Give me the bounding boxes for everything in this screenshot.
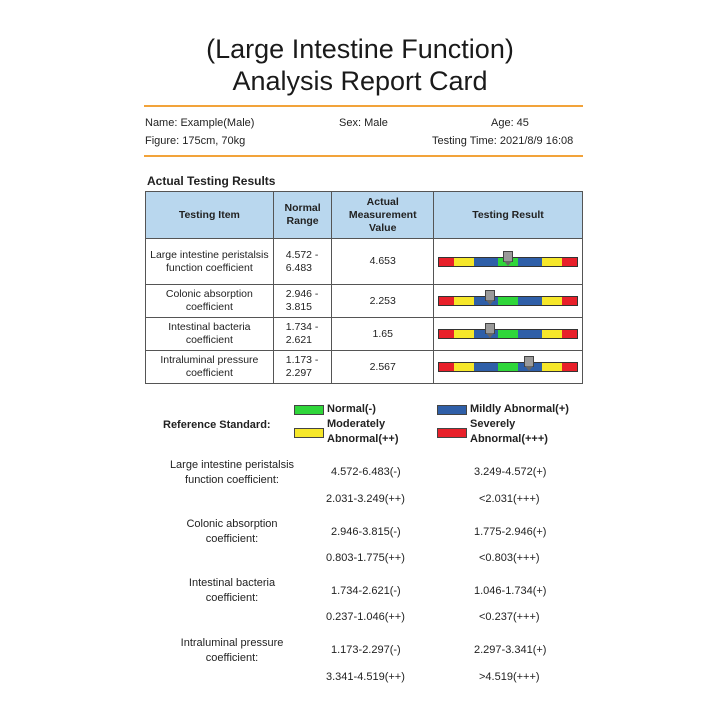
table-row — [146, 239, 583, 285]
patient-name: Name: Example(Male) — [145, 117, 255, 129]
bar-segment — [562, 258, 577, 266]
reference-item — [147, 517, 317, 547]
header-testing-item: Testing Item — [146, 192, 274, 239]
normal-range: 2.946 - 3.815 — [273, 285, 332, 318]
result-bar — [438, 257, 578, 267]
test-item: Intestinal bacteria coefficient — [146, 318, 274, 351]
legend-mild: Mildly Abnormal(+) — [470, 403, 569, 415]
divider-bottom — [144, 155, 583, 157]
bar-segment — [542, 258, 563, 266]
patient-age: Age: 45 — [491, 117, 529, 129]
reference-severe: <0.237(+++) — [479, 611, 540, 623]
moderate-swatch — [294, 428, 324, 438]
result-bar — [438, 362, 578, 372]
test-item: Colonic absorption coefficient — [146, 285, 274, 318]
bar-segment — [454, 330, 475, 338]
reference-standard-label: Reference Standard: — [163, 419, 271, 431]
test-item: Large intestine peristalsis function coefficient — [146, 239, 274, 285]
patient-figure: Figure: 175cm, 70kg — [145, 135, 246, 147]
result-marker-icon — [503, 251, 513, 262]
reference-mild: 2.297-3.341(+) — [474, 644, 547, 656]
bar-segment — [454, 363, 475, 371]
bar-segment — [542, 363, 563, 371]
result-cell — [433, 239, 582, 285]
testing-time: Testing Time: 2021/8/9 16:08 — [432, 135, 574, 147]
bar-segment — [454, 258, 475, 266]
reference-item-line2: coefficient: — [205, 592, 259, 604]
bar-segment — [498, 297, 519, 305]
result-cell — [433, 285, 582, 318]
bar-segment — [518, 330, 541, 338]
reference-moderate: 0.803-1.775(++) — [326, 552, 405, 564]
reference-item-line2: coefficient: — [205, 652, 259, 664]
severe-swatch — [437, 428, 467, 438]
test-item: Intraluminal pressure coefficient — [146, 351, 274, 384]
actual-value: 2.567 — [332, 351, 434, 384]
bar-segment — [454, 297, 475, 305]
bar-segment — [562, 363, 577, 371]
reference-mild: 3.249-4.572(+) — [474, 466, 547, 478]
reference-item — [147, 458, 317, 488]
reference-item-line2: function coefficient: — [185, 474, 279, 486]
bar-segment — [542, 330, 563, 338]
reference-mild: 1.775-2.946(+) — [474, 526, 547, 538]
legend-moderate-line1: Moderately — [327, 418, 386, 430]
reference-item — [147, 636, 317, 666]
table-row — [146, 318, 583, 351]
results-table — [145, 191, 583, 384]
header-normal-range: Normal Range — [273, 192, 332, 239]
reference-severe: <0.803(+++) — [479, 552, 540, 564]
mild-swatch — [437, 405, 467, 415]
reference-mild: 1.046-1.734(+) — [474, 585, 547, 597]
reference-item-line1: Intraluminal pressure — [180, 637, 284, 649]
bar-segment — [474, 258, 497, 266]
result-cell — [433, 318, 582, 351]
header-actual-value: Actual Measurement Value — [332, 192, 434, 239]
normal-range: 1.173 - 2.297 — [273, 351, 332, 384]
results-header-row — [146, 192, 583, 239]
bar-segment — [474, 363, 497, 371]
reference-item — [147, 576, 317, 606]
reference-normal: 4.572-6.483(-) — [331, 466, 401, 478]
result-bar — [438, 329, 578, 339]
normal-range: 1.734 - 2.621 — [273, 318, 332, 351]
normal-range: 4.572 - 6.483 — [273, 239, 332, 285]
result-bar — [438, 296, 578, 306]
bar-segment — [542, 297, 563, 305]
legend-moderate-line2: Abnormal(++) — [327, 433, 399, 445]
divider-top — [144, 105, 583, 107]
reference-moderate: 3.341-4.519(++) — [326, 671, 405, 683]
reference-item-line2: coefficient: — [205, 533, 259, 545]
bar-segment — [439, 330, 454, 338]
bar-segment — [498, 330, 519, 338]
header-testing-result: Testing Result — [433, 192, 582, 239]
patient-sex: Sex: Male — [339, 117, 388, 129]
table-row — [146, 285, 583, 318]
bar-segment — [518, 258, 541, 266]
reference-severe: >4.519(+++) — [479, 671, 540, 683]
actual-value: 4.653 — [332, 239, 434, 285]
reference-item-line1: Colonic absorption — [186, 518, 278, 530]
reference-moderate: 0.237-1.046(++) — [326, 611, 405, 623]
bar-segment — [562, 297, 577, 305]
section-title: Actual Testing Results — [147, 174, 276, 188]
bar-segment — [439, 258, 454, 266]
bar-segment — [562, 330, 577, 338]
normal-swatch — [294, 405, 324, 415]
reference-moderate: 2.031-3.249(++) — [326, 493, 405, 505]
bar-segment — [439, 297, 454, 305]
reference-normal: 1.734-2.621(-) — [331, 585, 401, 597]
actual-value: 2.253 — [332, 285, 434, 318]
result-cell — [433, 351, 582, 384]
result-marker-icon — [524, 356, 534, 367]
report-title-line2: Analysis Report Card — [232, 66, 488, 96]
reference-severe: <2.031(+++) — [479, 493, 540, 505]
reference-normal: 1.173-2.297(-) — [331, 644, 401, 656]
bar-segment — [498, 363, 519, 371]
bar-segment — [518, 297, 541, 305]
reference-normal: 2.946-3.815(-) — [331, 526, 401, 538]
result-marker-icon — [485, 290, 495, 301]
report-title-line1: (Large Intestine Function) — [206, 34, 514, 64]
table-row — [146, 351, 583, 384]
result-marker-icon — [485, 323, 495, 334]
bar-segment — [439, 363, 454, 371]
legend-normal: Normal(-) — [327, 403, 376, 415]
actual-value: 1.65 — [332, 318, 434, 351]
legend-severe-line2: Abnormal(+++) — [470, 433, 548, 445]
reference-item-line1: Large intestine peristalsis — [169, 459, 295, 471]
legend-severe-line1: Severely — [470, 418, 516, 430]
reference-item-line1: Intestinal bacteria — [188, 577, 276, 589]
